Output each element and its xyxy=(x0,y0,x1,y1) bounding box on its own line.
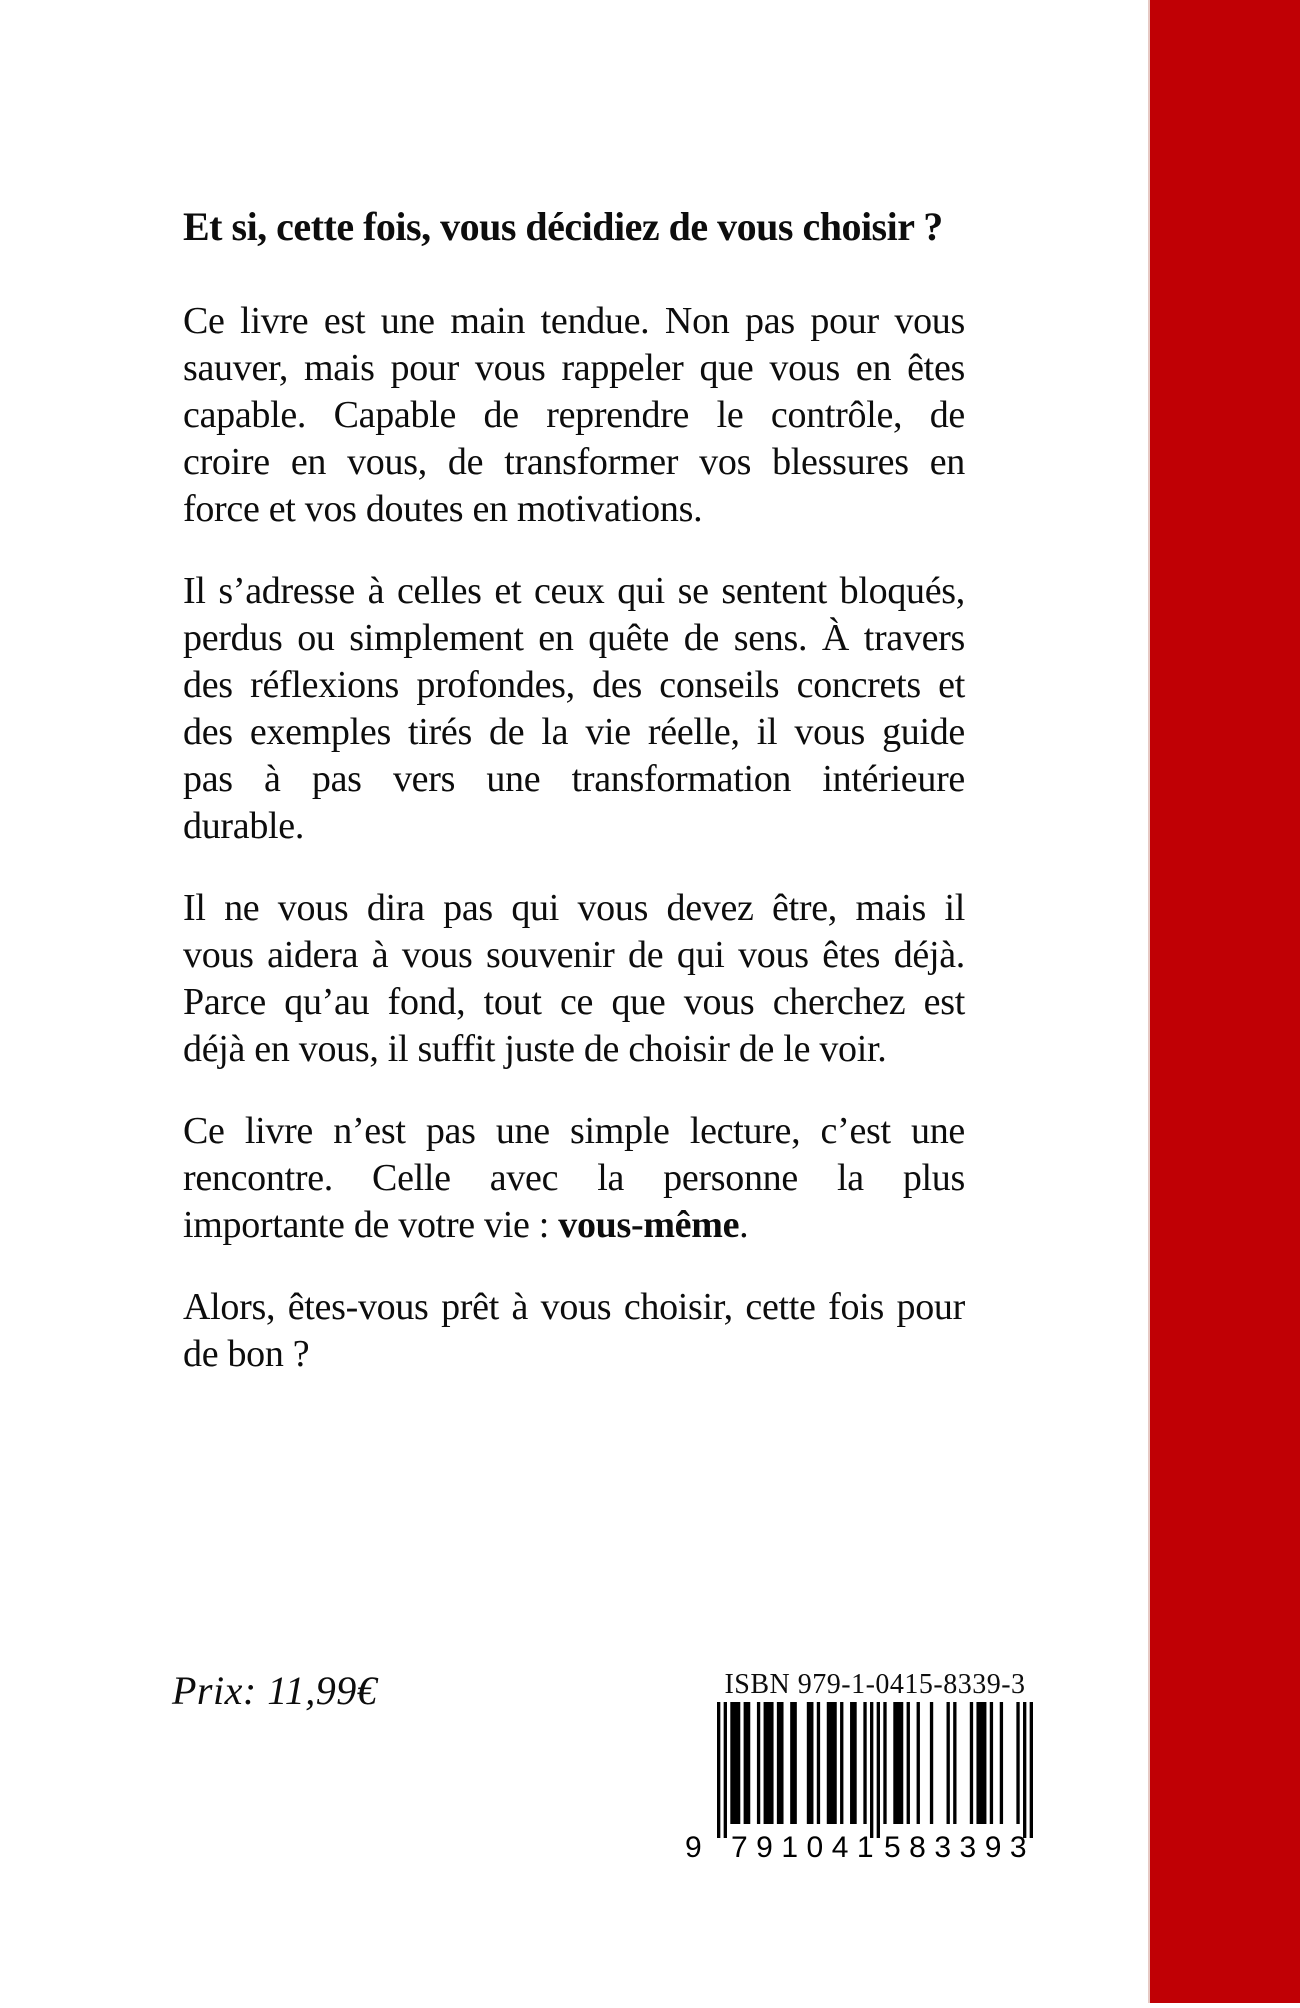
paragraph-line: rencontre. Celle avec la personne la plus xyxy=(183,1157,965,1199)
paragraph-line: force et vos doutes en motivations. xyxy=(183,488,703,530)
ean13-barcode-icon xyxy=(717,1702,1033,1838)
barcode-digit-group-2: 583393 xyxy=(884,1831,1036,1864)
paragraph-line: capable. Capable de reprendre le contrôle, de xyxy=(183,394,965,436)
paragraph-line: Parce qu’au fond, tout ce que vous cherchez est xyxy=(183,981,965,1023)
paragraph-3 xyxy=(183,885,965,1073)
paragraph-4 xyxy=(183,1108,965,1249)
spine-red-stripe xyxy=(1148,0,1300,2003)
paragraph-line: Il s’adresse à celles et ceux qui se sentent bloqués, xyxy=(183,570,965,612)
blurb-text-block xyxy=(183,203,965,1378)
paragraph-line: Il ne vous dira pas qui vous devez être, mais il xyxy=(183,887,965,929)
paragraph-line: sauver, mais pour vous rappeler que vous en êtes xyxy=(183,347,965,389)
line-text: importante de votre vie : xyxy=(183,1204,559,1246)
line-text: . xyxy=(739,1204,749,1246)
paragraph-line: Ce livre n’est pas une simple lecture, c’est une xyxy=(183,1110,965,1152)
paragraph-line: des exemples tirés de la vie réelle, il vous guide xyxy=(183,711,965,753)
barcode-block xyxy=(685,1669,1036,1864)
paragraph-line: des réflexions profondes, des conseils concrets et xyxy=(183,664,965,706)
isbn-label: ISBN 979-1-0415-8339-3 xyxy=(724,1669,1026,1700)
barcode-digit-group-1: 791041 xyxy=(731,1831,883,1864)
paragraph-1 xyxy=(183,298,965,533)
emphasized-text: vous-même xyxy=(558,1204,740,1246)
paragraph-line: Ce livre est une main tendue. Non pas pour vous xyxy=(183,300,965,342)
paragraph-line: vous aidera à vous souvenir de qui vous êtes déjà. xyxy=(183,934,965,976)
paragraph-line: perdus ou simplement en quête de sens. À travers xyxy=(183,617,965,659)
paragraph-line: Alors, êtes-vous prêt à vous choisir, cette fois pour xyxy=(183,1286,965,1328)
paragraph-line: déjà en vous, il suffit juste de choisir de le voir. xyxy=(183,1028,887,1070)
paragraph-2 xyxy=(183,568,965,850)
paragraph-line: de bon ? xyxy=(183,1333,310,1375)
paragraph-line: croire en vous, de transformer vos blessures en xyxy=(183,441,965,483)
paragraph-line: pas à pas vers une transformation intérieure xyxy=(183,758,965,800)
price-label: Prix: 11,99€ xyxy=(172,1668,378,1713)
paragraph-line xyxy=(183,1202,965,1249)
paragraph-line: durable. xyxy=(183,805,305,847)
paragraph-5 xyxy=(183,1284,965,1378)
barcode-digit-lead: 9 xyxy=(685,1831,702,1864)
blurb-title: Et si, cette fois, vous décidiez de vous choisir ? xyxy=(183,204,943,249)
